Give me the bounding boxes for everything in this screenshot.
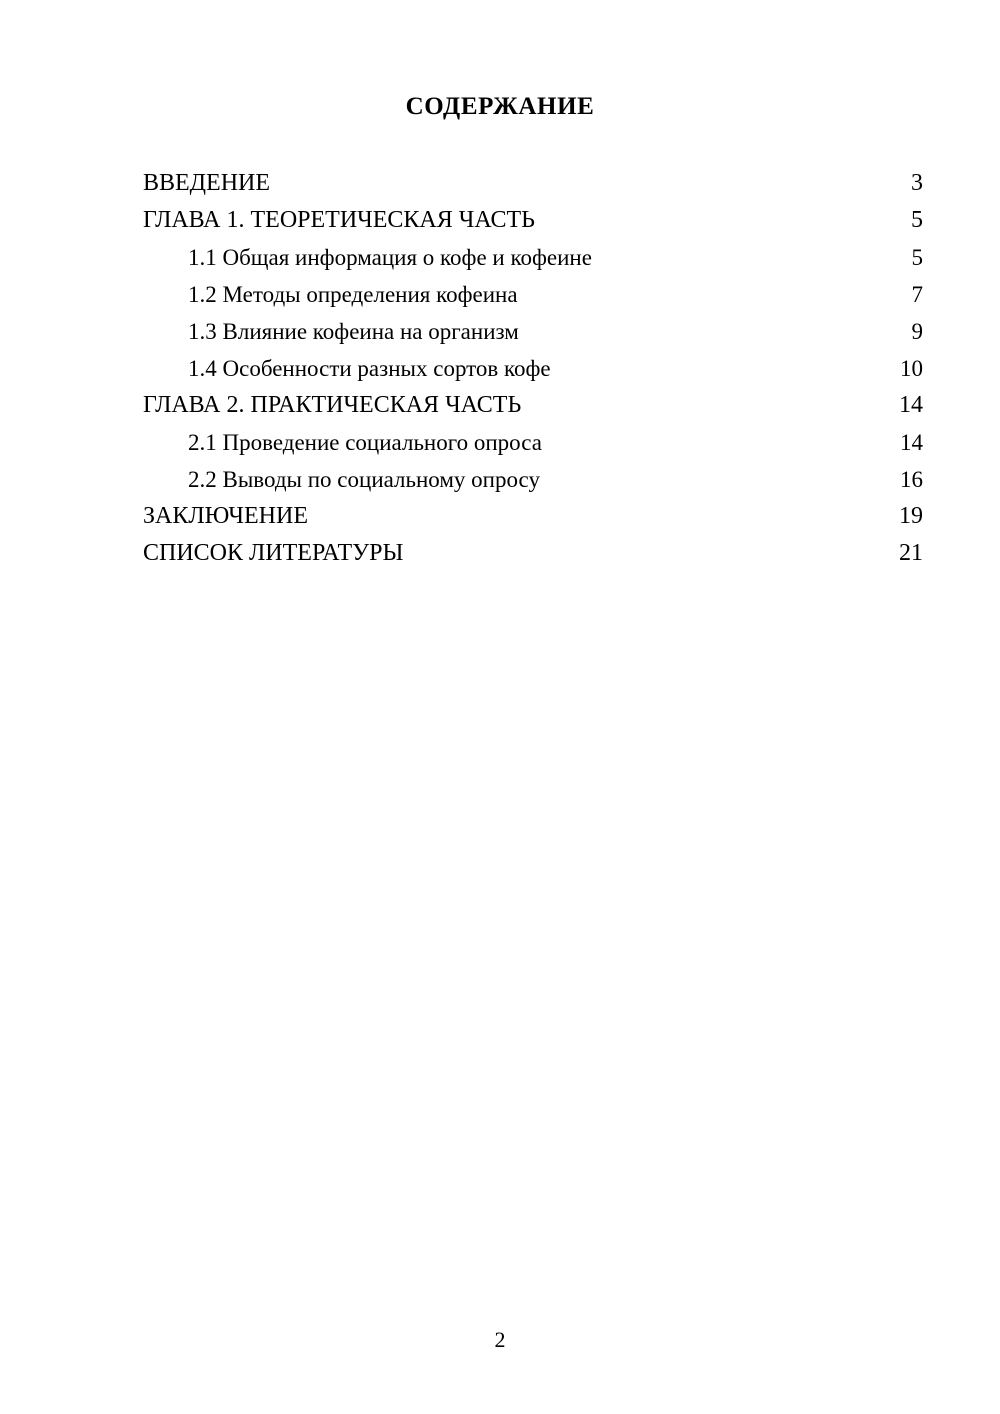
toc-entry-page: 5 <box>911 207 923 233</box>
toc-entry-page: 9 <box>911 319 923 344</box>
toc-entry[interactable] <box>143 498 923 535</box>
toc-entry-page: 3 <box>911 170 923 196</box>
page-number-footer: 2 <box>494 1327 506 1352</box>
table-of-contents <box>143 165 923 572</box>
toc-entry-label: ГЛАВА 1. ТЕОРЕТИЧЕСКАЯ ЧАСТЬ <box>143 207 535 233</box>
toc-entry[interactable] <box>143 424 923 461</box>
toc-entry[interactable] <box>143 461 923 498</box>
toc-entry-label: ГЛАВА 2. ПРАКТИЧЕСКАЯ ЧАСТЬ <box>143 392 522 418</box>
toc-entry-label: СПИСОК ЛИТЕРАТУРЫ <box>143 540 404 566</box>
toc-entry[interactable] <box>143 387 923 424</box>
toc-entry[interactable] <box>143 239 923 276</box>
toc-entry[interactable] <box>143 165 923 202</box>
toc-entry-page: 14 <box>900 430 923 455</box>
toc-entry-label: 1.3 Влияние кофеина на организм <box>188 319 519 344</box>
toc-entry-page: 14 <box>899 392 923 418</box>
toc-entry[interactable] <box>143 350 923 387</box>
toc-entry-page: 7 <box>911 282 923 307</box>
toc-entry-label: ВВЕДЕНИЕ <box>143 170 271 196</box>
toc-entry-page: 16 <box>900 467 923 492</box>
toc-entry-label: 1.2 Методы определения кофеина <box>188 282 518 307</box>
toc-entry-page: 10 <box>900 356 923 381</box>
toc-entry-page: 19 <box>899 503 923 529</box>
toc-entry-label: 2.2 Выводы по социальному опросу <box>188 467 540 492</box>
toc-entry-page: 5 <box>911 245 923 270</box>
toc-entry-label: 1.1 Общая информация о кофе и кофеине <box>188 245 592 270</box>
page-title: СОДЕРЖАНИЕ <box>405 93 595 120</box>
toc-entry-label: 2.1 Проведение социального опроса <box>188 430 542 455</box>
toc-entry-label: 1.4 Особенности разных сортов кофе <box>188 356 551 381</box>
toc-entry[interactable] <box>143 202 923 239</box>
toc-entry[interactable] <box>143 313 923 350</box>
toc-entry-label: ЗАКЛЮЧЕНИЕ <box>143 503 308 529</box>
toc-entry-page: 21 <box>899 540 923 566</box>
toc-entry[interactable] <box>143 535 923 572</box>
toc-entry[interactable] <box>143 276 923 313</box>
